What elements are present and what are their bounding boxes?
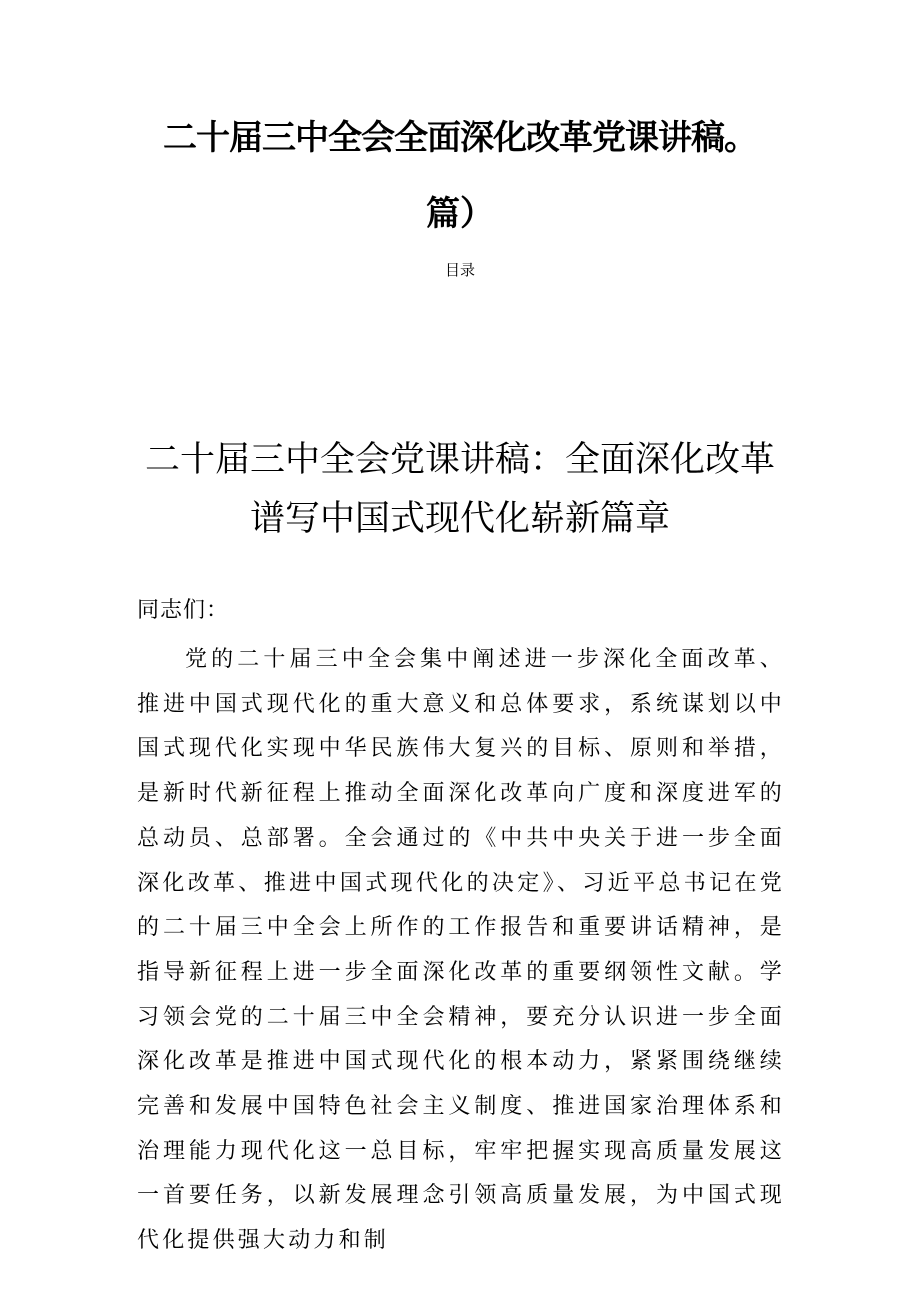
body-paragraph: 党的二十届三中全会集中阐述进一步深化全面改革、推进中国式现代化的重大意义和总体要求，系统谋划以中国式现代化实现中华民族伟大复兴的目标、原则和举措，是新时代新征程上推动全面深化改革向广度和深度进军的总动员、总部署。全会通过的《中共中央关于进一步全面深化改革、推进中国式现代化的决定》、习近平总书记在党的二十届三中全会上所作的工作报告和重要讲话精神，是指导新征程上进一步全面深化改革的重要纲领性文献。学习领会党的二十届三中全会精神，要充分认识进一步全面深化改革是推进中国式现代化的根本动力，紧紧围绕继续完善和发展中国特色社会主义制度、推进国家治理体系和治理能力现代化这一总目标，牢牢把握实现高质量发展这一首要任务，以新发展理念引领高质量发展，为中国式现代化提供强大动力和制 <box>137 647 785 1254</box>
article-title-line-1: 二十届三中全会党课讲稿：全面深化改革 <box>144 440 775 480</box>
salutation: 同志们： <box>137 598 230 623</box>
document-title: 二十届三中全会全面深化改革党课讲稿。 <box>163 118 757 158</box>
document-title-continuation: 篇） <box>426 194 494 234</box>
article-title-line-2: 谱写中国式现代化崭新篇章 <box>249 499 670 539</box>
table-of-contents-label: 目录 <box>444 261 475 279</box>
